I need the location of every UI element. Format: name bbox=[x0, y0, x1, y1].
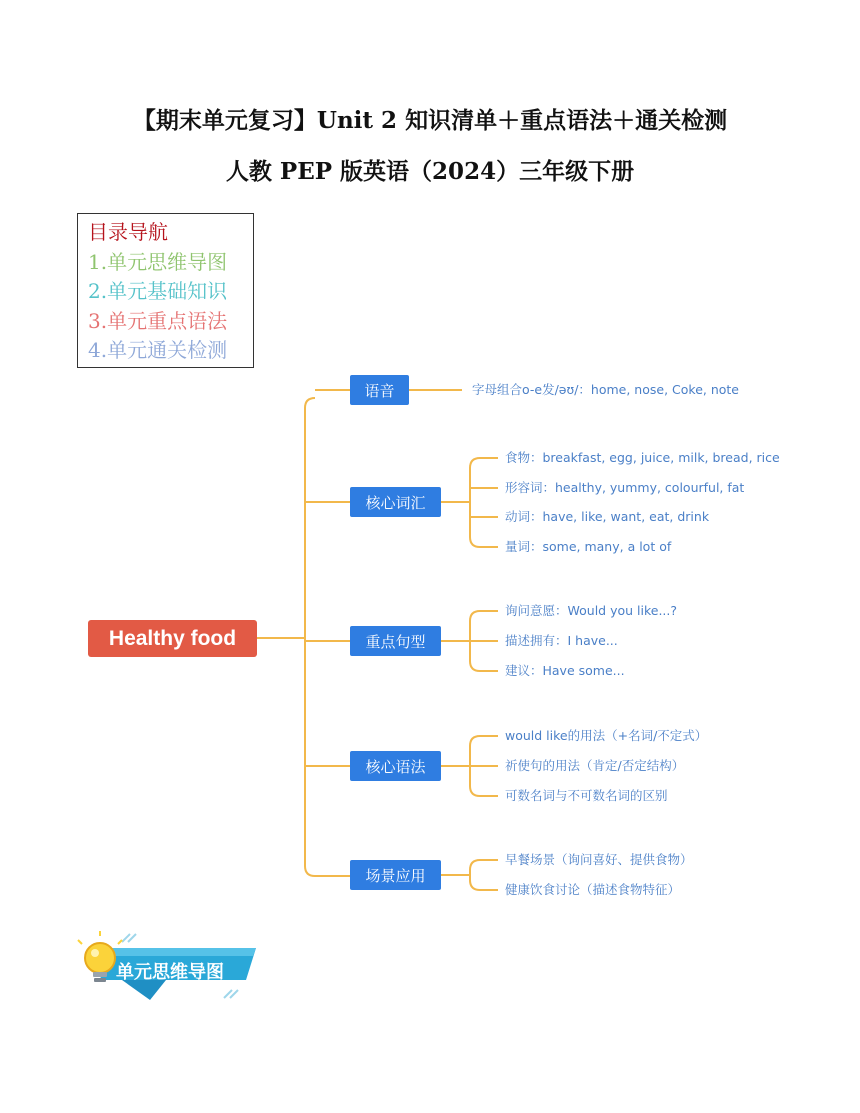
document-title: 【期末单元复习】Unit 2 知识清单＋重点语法＋通关检测 bbox=[132, 107, 728, 134]
branch-vocabulary: 核心词汇 bbox=[350, 487, 441, 517]
leaf-grammar-would-like: would like的用法（+名词/不定式） bbox=[505, 728, 708, 743]
leaf-vocab-food: 食物：breakfast, egg, juice, milk, bread, rice bbox=[505, 450, 780, 465]
section-badge-label: 单元思维导图 bbox=[116, 962, 224, 983]
toc-item-grammar[interactable]: 3.单元重点语法 bbox=[88, 308, 228, 333]
leaf-sentence-have: 描述拥有：I have... bbox=[505, 633, 618, 648]
toc-item-mindmap[interactable]: 1.单元思维导图 bbox=[88, 249, 228, 274]
leaf-sentence-suggest: 建议：Have some... bbox=[505, 663, 625, 678]
leaf-grammar-imperative: 祈使句的用法（肯定/否定结构） bbox=[505, 758, 685, 773]
leaf-grammar-nouns: 可数名词与不可数名词的区别 bbox=[505, 788, 668, 803]
leaf-sentence-ask: 询问意愿：Would you like...? bbox=[505, 603, 678, 618]
leaf-scenario-breakfast: 早餐场景（询问喜好、提供食物） bbox=[505, 852, 693, 867]
leaf-scenario-diet: 健康饮食讨论（描述食物特征） bbox=[505, 882, 681, 897]
toc-heading: 目录导航 bbox=[88, 220, 168, 244]
branch-sentences: 重点句型 bbox=[350, 626, 441, 656]
branch-phonics: 语音 bbox=[350, 375, 409, 405]
mindmap-root: Healthy food bbox=[88, 620, 257, 657]
leaf-vocab-verbs: 动词：have, like, want, eat, drink bbox=[505, 509, 710, 524]
leaf-vocab-adjectives: 形容词：healthy, yummy, colourful, fat bbox=[505, 480, 745, 495]
document-subtitle: 人教 PEP 版英语（2024）三年级下册 bbox=[225, 158, 635, 185]
toc-item-test[interactable]: 4.单元通关检测 bbox=[88, 338, 228, 362]
branch-grammar: 核心语法 bbox=[350, 751, 441, 781]
toc-item-basics[interactable]: 2.单元基础知识 bbox=[88, 279, 228, 303]
leaf-vocab-quantifiers: 量词：some, many, a lot of bbox=[505, 539, 672, 554]
leaf-phonics: 字母组合o-e发/əʊ/：home, nose, Coke, note bbox=[472, 382, 739, 397]
branch-scenarios: 场景应用 bbox=[350, 860, 441, 890]
